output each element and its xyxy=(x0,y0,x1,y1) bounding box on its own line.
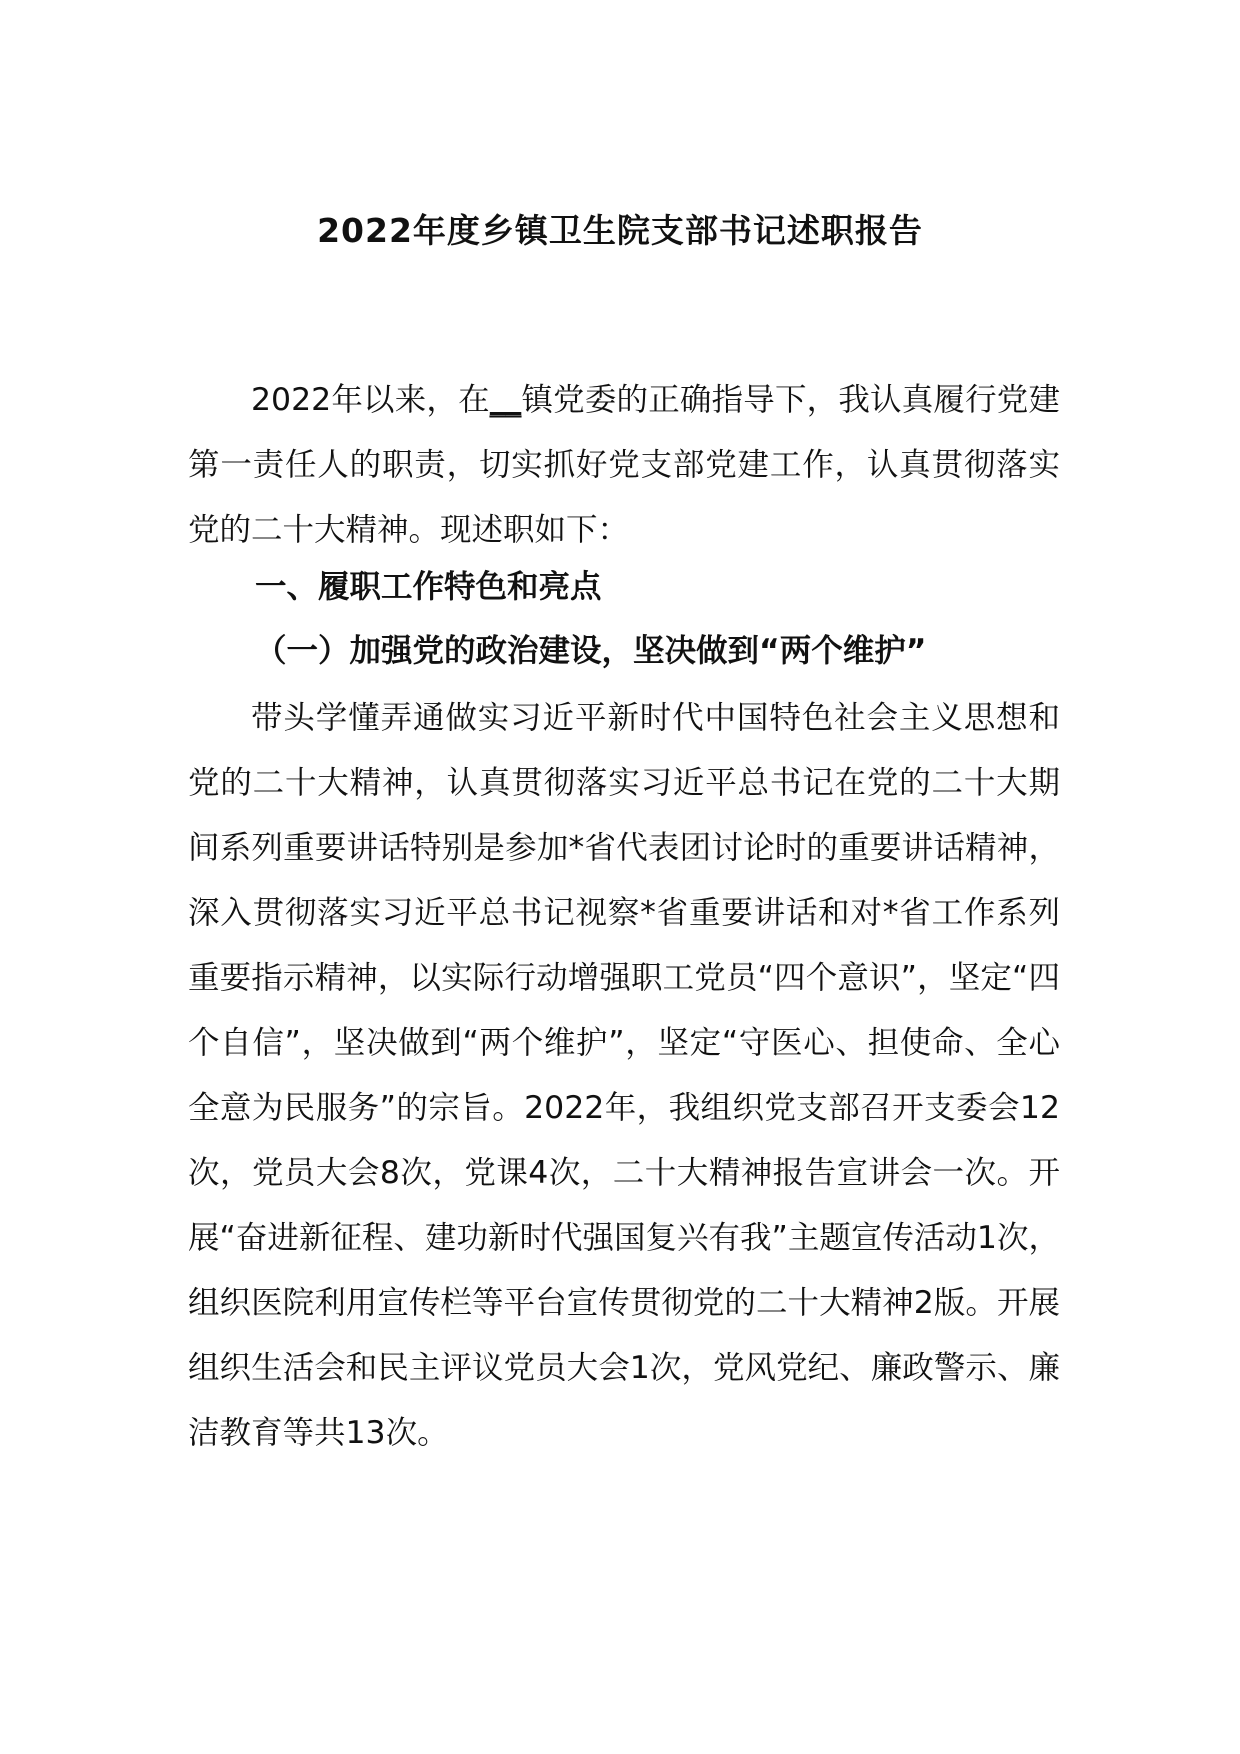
town-name-blank: __ xyxy=(489,382,522,418)
subsection-heading: （一）加强党的政治建设，坚决做到“两个维护” xyxy=(255,633,927,669)
section-heading: 一、履职工作特色和亮点 xyxy=(255,569,602,605)
intro-paragraph xyxy=(188,368,1060,563)
intro-text-rest: 镇党委的正确指导下，我认真履行党建第一责任人的职责，切实抓好党支部党建工作，认真贯彻落实党的二十大精神。现述职如下： xyxy=(188,382,1060,548)
intro-text-start: 2022年以来，在 xyxy=(251,382,490,418)
document-title: 2022年度乡镇卫生院支部书记述职报告 xyxy=(317,211,923,250)
subsection-paragraph: 带头学懂弄通做实习近平新时代中国特色社会主义思想和党的二十大精神，认真贯彻落实习近平总书记在党的二十大期间系列重要讲话特别是参加*省代表团讨论时的重要讲话精神，深入贯彻落实习近平总书记视察*省重要讲话和对*省工作系列重要指示精神，以实际行动增强职工党员“四个意识”，坚定“四个自信”，坚决做到“两个维护”，坚定“守医心、担使命、全心全意为民服务”的宗旨。2022年，我组织党支部召开支委会12次，党员大会8次，党课4次，二十大精神报告宣讲会一次。开展“奋进新征程、建功新时代强国复兴有我”主题宣传活动1次，组织医院利用宣传栏等平台宣传贯彻党的二十大精神2版。开展组织生活会和民主评议党员大会1次，党风党纪、廉政警示、廉洁教育等共13次。 xyxy=(188,700,1060,1451)
